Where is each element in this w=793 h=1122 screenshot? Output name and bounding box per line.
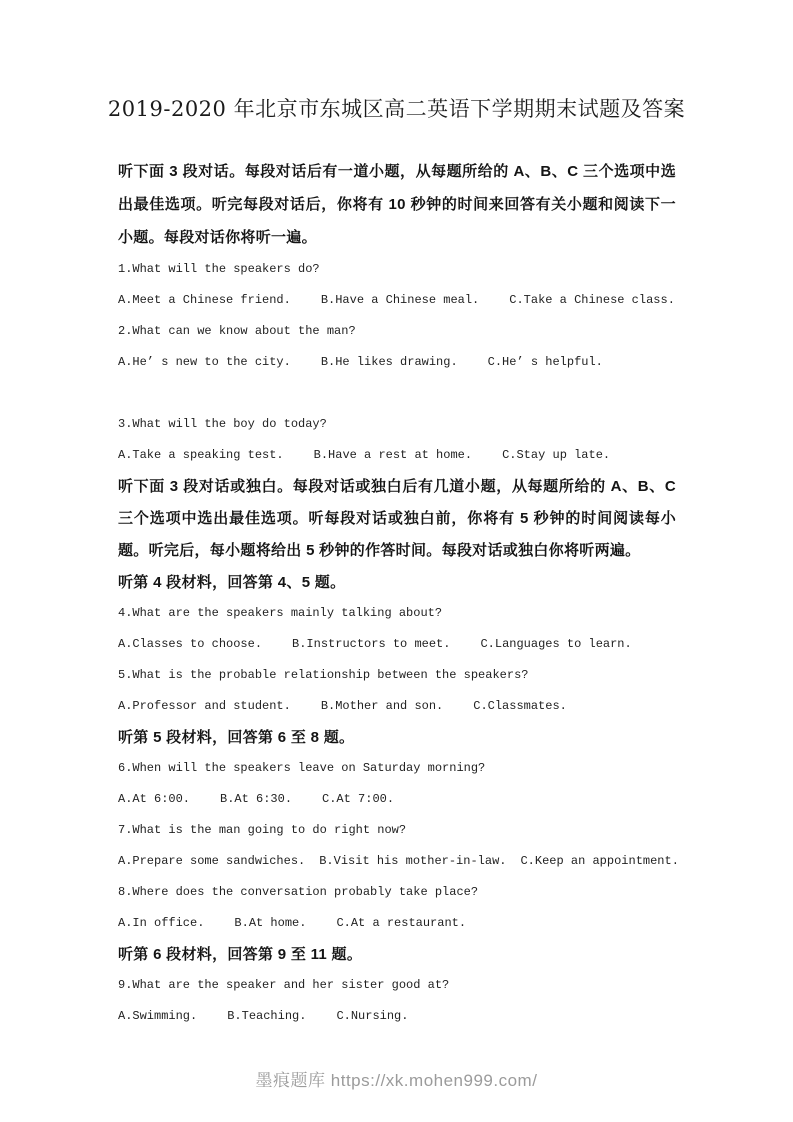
question-options: [118, 347, 676, 378]
option-a: A.Meet a Chinese friend.: [118, 293, 291, 307]
option-c: C.Languages to learn.: [480, 637, 632, 651]
option-c: C.Nursing.: [336, 1009, 409, 1023]
option-a: A.Professor and student.: [118, 699, 291, 713]
option-b: B.Visit his mother-in-law.: [319, 854, 507, 868]
question-block-9: [118, 970, 676, 1032]
question-block-4: [118, 598, 676, 660]
option-b: B.Teaching.: [227, 1009, 307, 1023]
blank-line: [118, 378, 676, 409]
option-b: B.Instructors to meet.: [292, 637, 451, 651]
option-a: A.In office.: [118, 916, 205, 930]
option-b: B.Have a Chinese meal.: [320, 293, 480, 307]
question-block-2: [118, 316, 676, 378]
option-c: C.Take a Chinese class.: [509, 293, 675, 307]
option-b: B.At 6:30.: [220, 792, 293, 806]
question-block-8: [118, 877, 676, 939]
option-c: C.He’ s helpful.: [487, 355, 603, 369]
option-b: B.He likes drawing.: [320, 355, 458, 369]
question-options: [118, 285, 676, 316]
question-block-5: [118, 660, 676, 722]
part1-listening-instructions: 听下面 3 段对话。每段对话后有一道小题，从每题所给的 A、B、C 三个选项中选出最佳选项。听完每段对话后，你将有 10 秒钟的时间来回答有关小题和阅读下一小题。每段对话你将听一遍。: [118, 163, 676, 246]
question-text: 1.What will the speakers do?: [118, 262, 320, 276]
option-b: B.At home.: [234, 916, 307, 930]
question-options: [118, 440, 676, 471]
question-options: [118, 784, 676, 815]
question-text: 7.What is the man going to do right now?: [118, 823, 407, 837]
option-b: B.Mother and son.: [320, 699, 444, 713]
footer-watermark: [0, 1070, 793, 1092]
question-block-6: [118, 753, 676, 815]
question-options: [118, 629, 676, 660]
material-4-heading: 听第 4 段材料，回答第 4、5 题。: [118, 574, 346, 591]
question-options: [118, 1001, 676, 1032]
option-a: A.Swimming.: [118, 1009, 198, 1023]
question-text: 2.What can we know about the man?: [118, 324, 356, 338]
option-c: C.Keep an appointment.: [520, 854, 679, 868]
option-a: A.Take a speaking test.: [118, 448, 284, 462]
option-a: A.He’ s new to the city.: [118, 355, 291, 369]
question-block-3: [118, 409, 676, 471]
option-a: A.Prepare some sandwiches.: [118, 854, 306, 868]
part2-listening-instructions: 听下面 3 段对话或独白。每段对话或独白后有几道小题，从每题所给的 A、B、C 三个选项中选出最佳选项。听每段对话或独白前，你将有 5 秒钟的时间阅读每小题。听完后，每小题将给出 5 秒钟的作答时间。每段对话或独白你将听两遍。: [118, 478, 676, 559]
footer-brand: 墨痕题库: [255, 1071, 326, 1090]
question-options: [118, 908, 676, 939]
option-c: C.Stay up late.: [502, 448, 611, 462]
question-text: 4.What are the speakers mainly talking about?: [118, 606, 443, 620]
question-text: 8.Where does the conversation probably take place?: [118, 885, 479, 899]
question-options: [118, 846, 679, 877]
question-block-7: [118, 815, 679, 877]
question-text: 3.What will the boy do today?: [118, 417, 327, 431]
option-c: C.At a restaurant.: [336, 916, 467, 930]
footer-url-link[interactable]: https://xk.mohen999.com/: [330, 1071, 538, 1090]
option-b: B.Have a rest at home.: [313, 448, 473, 462]
question-block-1: [118, 254, 676, 316]
question-text: 9.What are the speaker and her sister good at?: [118, 978, 450, 992]
question-text: 5.What is the probable relationship between the speakers?: [118, 668, 529, 682]
question-options: [118, 691, 676, 722]
option-c: C.Classmates.: [473, 699, 567, 713]
option-a: A.Classes to choose.: [118, 637, 263, 651]
option-c: C.At 7:00.: [322, 792, 395, 806]
option-a: A.At 6:00.: [118, 792, 191, 806]
page-title: 2019-2020 年北京市东城区高二英语下学期期末试题及答案: [107, 97, 686, 121]
document-body: [0, 155, 793, 1032]
material-6-heading: 听第 6 段材料，回答第 9 至 11 题。: [118, 946, 363, 963]
material-5-heading: 听第 5 段材料，回答第 6 至 8 题。: [118, 729, 355, 746]
question-text: 6.When will the speakers leave on Saturday morning?: [118, 761, 486, 775]
